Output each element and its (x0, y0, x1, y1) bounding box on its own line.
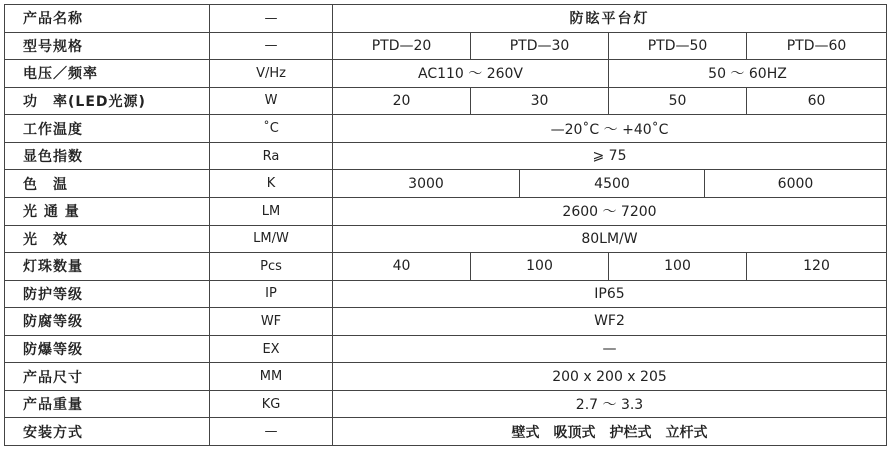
param-unit: MM (210, 363, 333, 391)
model-value: PTD—60 (747, 32, 887, 60)
param-name: 防腐等级 (5, 308, 210, 336)
luminous-flux-value: 2600 ～ 7200 (333, 197, 887, 225)
param-name: 光 效 (5, 225, 210, 253)
led-count-value: 100 (471, 253, 609, 281)
param-unit: ˚C (210, 115, 333, 143)
table-row (5, 170, 887, 198)
power-value: 50 (609, 87, 747, 115)
table-row (5, 280, 887, 308)
mounting-value: 壁式 吸顶式 护栏式 立杆式 (333, 418, 887, 446)
table-row (5, 5, 887, 33)
spec-table (4, 4, 887, 446)
weight-value: 2.7 ～ 3.3 (333, 390, 887, 418)
color-temp-split (333, 170, 886, 197)
param-name: 产品名称 (5, 5, 210, 33)
param-unit: KG (210, 390, 333, 418)
table-row (5, 115, 887, 143)
ip-rating-value: IP65 (333, 280, 887, 308)
param-name: 安装方式 (5, 418, 210, 446)
cri-value: ⩾ 75 (333, 142, 887, 170)
power-value: 20 (333, 87, 471, 115)
table-row (5, 32, 887, 60)
color-temp-value: 4500 (520, 170, 705, 197)
param-unit: — (210, 5, 333, 33)
table-row (5, 335, 887, 363)
model-value: PTD—50 (609, 32, 747, 60)
table-row (5, 87, 887, 115)
param-unit: Pcs (210, 253, 333, 281)
power-value: 60 (747, 87, 887, 115)
param-name: 产品重量 (5, 390, 210, 418)
param-unit: W (210, 87, 333, 115)
dimensions-value: 200 x 200 x 205 (333, 363, 887, 391)
frequency-value: 50 ～ 60HZ (609, 60, 887, 88)
table-row (5, 363, 887, 391)
param-unit: IP (210, 280, 333, 308)
param-name: 灯珠数量 (5, 253, 210, 281)
table-row (5, 197, 887, 225)
explosion-rating-value: — (333, 335, 887, 363)
param-unit: LM (210, 197, 333, 225)
param-unit: K (210, 170, 333, 198)
param-unit: Ra (210, 142, 333, 170)
param-unit: V/Hz (210, 60, 333, 88)
param-name: 光 通 量 (5, 197, 210, 225)
param-name: 色 温 (5, 170, 210, 198)
model-value: PTD—20 (333, 32, 471, 60)
param-unit: — (210, 418, 333, 446)
param-name: 功 率(LED光源) (5, 87, 210, 115)
color-temp-value: 3000 (333, 170, 520, 197)
param-unit: WF (210, 308, 333, 336)
corrosion-rating-value: WF2 (333, 308, 887, 336)
param-name: 显色指数 (5, 142, 210, 170)
param-name: 防爆等级 (5, 335, 210, 363)
voltage-value: AC110 ～ 260V (333, 60, 609, 88)
param-unit: EX (210, 335, 333, 363)
product-name-value: 防眩平台灯 (333, 5, 887, 33)
table-row (5, 390, 887, 418)
table-row (5, 60, 887, 88)
power-value: 30 (471, 87, 609, 115)
table-row (5, 253, 887, 281)
param-name: 工作温度 (5, 115, 210, 143)
table-row (5, 418, 887, 446)
table-row (5, 142, 887, 170)
color-temp-group (333, 170, 887, 198)
temperature-value: —20˚C ～ +40˚C (333, 115, 887, 143)
model-value: PTD—30 (471, 32, 609, 60)
led-count-value: 40 (333, 253, 471, 281)
param-name: 电压／频率 (5, 60, 210, 88)
table-row (5, 225, 887, 253)
efficacy-value: 80LM/W (333, 225, 887, 253)
param-name: 产品尺寸 (5, 363, 210, 391)
param-unit: LM/W (210, 225, 333, 253)
table-row (5, 308, 887, 336)
led-count-value: 100 (609, 253, 747, 281)
led-count-value: 120 (747, 253, 887, 281)
param-name: 型号规格 (5, 32, 210, 60)
color-temp-value: 6000 (777, 175, 814, 192)
param-unit: — (210, 32, 333, 60)
param-name: 防护等级 (5, 280, 210, 308)
